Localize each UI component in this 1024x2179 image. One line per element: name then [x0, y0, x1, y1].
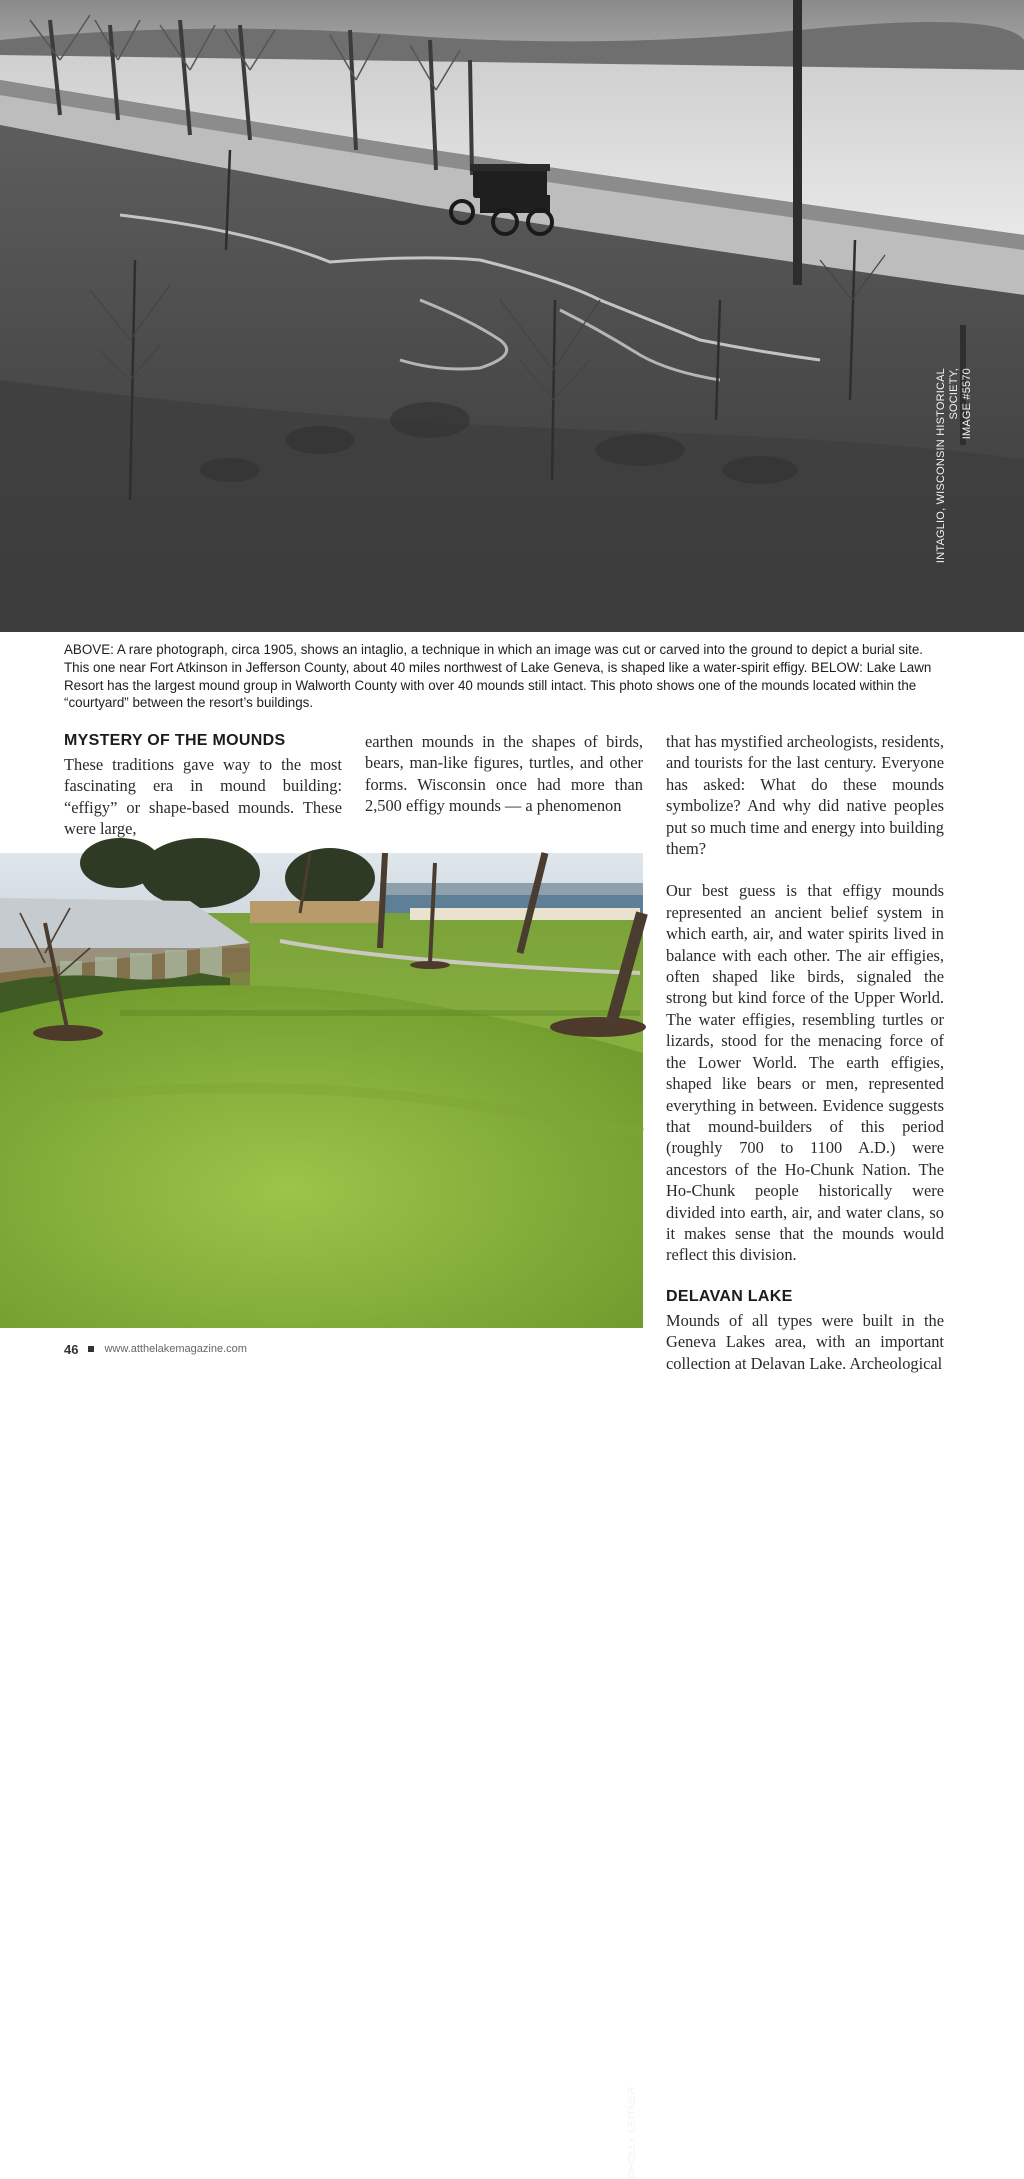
photo-caption: ABOVE: A rare photograph, circa 1905, shows an intaglio, a technique in which an image was cut or carved into the ground to depict a burial site. This one near Fort Atkinson in Jefferson County, about 40 miles northwest of Lake Geneva, is shaped like a water-spirit effigy. BELOW: Lake Lawn Resort has the largest mound group in Walworth County with over 40 mounds still intact. This photo shows one of the mounds located within the “courtyard” between the resort’s buildings. [64, 642, 932, 711]
footer-square-bullet-icon [88, 1346, 94, 1352]
page-number: 46 [64, 1341, 79, 1357]
article-column-3 [666, 731, 944, 1374]
photo-credit-photographer: ©HOLLY LEITNER [626, 2086, 638, 2179]
lake-lawn-mound-illustration [0, 853, 643, 1328]
article-column-2 [365, 731, 643, 817]
column-2-text: earthen mounds in the shapes of birds, bears, man-like figures, turtles, and other forms. Wisconsin once had more than 2,500 effigy mounds — a phenomenon [365, 732, 643, 816]
column-1-text: These traditions gave way to the most fascinating era in mound building: “effigy” or shape-based mounds. These were large, [64, 755, 342, 839]
column-3-paragraph-3: Mounds of all types were built in the Geneva Lakes area, with an important collection at Delavan Lake. Archeological [666, 1310, 944, 1373]
intaglio-photo-illustration [0, 0, 1024, 632]
credit-line-1: INTAGLIO, WISCONSIN HISTORICAL SOCIETY, [935, 368, 960, 564]
section-heading-delavan: DELAVAN LAKE [666, 1287, 793, 1305]
historical-photo-intaglio [0, 0, 1024, 632]
column-3-paragraph-1: that has mystified archeologists, residents, and tourists for the last century. Everyone has asked: What do these mounds symbolize? And why did native peoples put so much time and energy into building them? [666, 732, 944, 859]
section-heading-mystery: MYSTERY OF THE MOUNDS [64, 732, 286, 749]
page-footer [64, 1341, 247, 1357]
magazine-website-link[interactable]: www.atthelakemagazine.com [104, 1343, 247, 1355]
photo-credit-historical-society [935, 368, 983, 600]
credit-line-2: IMAGE #5570 [961, 368, 973, 440]
article-column-1 [64, 731, 342, 840]
column-3-paragraph-2: Our best guess is that effigy mounds represented an ancient belief system in which earth, air, and water spirits lived in balance with each other. The air effigies, often shaped like birds, signaled the strong but kind force of the Upper World. The water effigies, resembling turtles or lizards, stood for the menacing force of the Lower World. The earth effigies, shaped like bears or men, represented everything in between. Evidence suggests that mound-builders of this period (roughly 700 to 1100 A.D.) were ancestors of the Ho-Chunk Nation. The Ho-Chunk people historically were divided into earth, air, and water clans, so it makes sense that the mounds would reflect this division. [666, 881, 944, 1265]
